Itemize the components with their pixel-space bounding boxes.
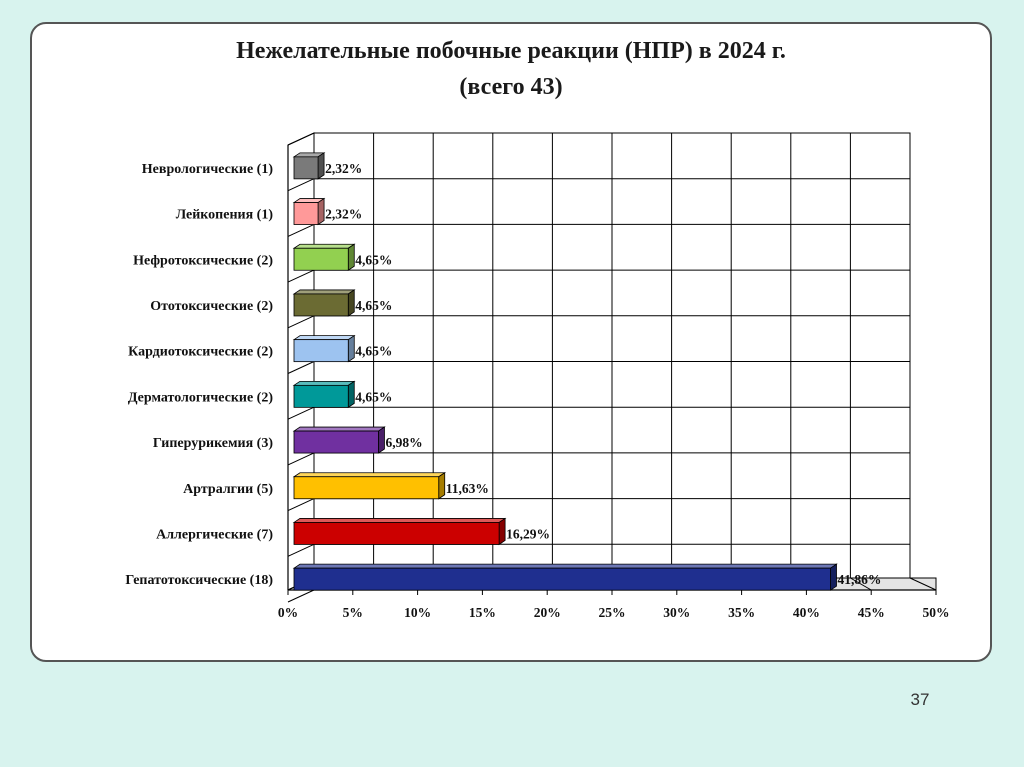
category-label: Артралгии (5): [183, 481, 273, 497]
bar-end-face: [831, 564, 837, 590]
data-label: 4,65%: [355, 389, 393, 405]
bar-top-face: [294, 473, 445, 477]
category-label: Нефротоксические (2): [133, 253, 273, 269]
bar-top-face: [294, 564, 837, 568]
x-tick-label: 15%: [468, 605, 496, 620]
bar: [294, 477, 439, 499]
x-tick-label: 45%: [857, 605, 885, 620]
category-label: Аллергические (7): [156, 527, 273, 543]
data-label: 2,32%: [325, 206, 363, 222]
data-label: 16,29%: [506, 526, 550, 542]
bar-end-face: [348, 290, 354, 316]
category-label: Неврологические (1): [141, 161, 273, 177]
x-tick-label: 10%: [404, 605, 432, 620]
x-tick-label: 0%: [277, 605, 299, 620]
bar-end-face: [439, 473, 445, 499]
chart-title-line1: Нежелательные побочные реакции (НПР) в 2024 г.: [236, 38, 786, 64]
data-label: 4,65%: [355, 297, 393, 313]
bar: [294, 294, 348, 316]
category-label: Гепатотоксические (18): [125, 573, 273, 589]
bar: [294, 522, 499, 544]
bar-end-face: [318, 199, 324, 225]
x-tick-label: 40%: [792, 605, 820, 620]
bar-end-face: [318, 153, 324, 179]
bar-end-face: [499, 518, 505, 544]
bar-top-face: [294, 427, 384, 431]
data-label: 2,32%: [325, 160, 363, 176]
bar: [294, 431, 378, 453]
bar: [294, 568, 831, 590]
data-label: 6,98%: [385, 435, 423, 451]
bar-top-face: [294, 518, 505, 522]
x-tick-label: 50%: [922, 605, 950, 620]
bar-top-face: [294, 290, 354, 294]
x-tick-label: 5%: [342, 605, 363, 620]
chart-title-line2: (всего 43): [459, 74, 563, 100]
bar-top-face: [294, 244, 354, 248]
data-label: 4,65%: [355, 252, 393, 268]
category-label: Кардиотоксические (2): [128, 344, 273, 360]
category-label: Дерматологические (2): [127, 390, 273, 406]
bar: [294, 385, 348, 407]
x-tick-label: 20%: [533, 605, 561, 620]
bar: [294, 157, 318, 179]
bar: [294, 248, 348, 270]
bar-end-face: [348, 244, 354, 270]
data-label: 4,65%: [355, 343, 393, 359]
category-label: Гиперурикемия (3): [152, 436, 273, 452]
bar: [294, 340, 348, 362]
bar-end-face: [348, 381, 354, 407]
bar-end-face: [378, 427, 384, 453]
data-label: 11,63%: [445, 480, 489, 496]
data-label: 41,86%: [837, 572, 882, 588]
x-tick-label: 35%: [728, 605, 756, 620]
side-gridline: [288, 590, 314, 602]
category-label: Лейкопения (1): [175, 207, 273, 223]
bar-top-face: [294, 381, 354, 385]
slide-number: 37: [910, 690, 930, 709]
bar-top-face: [294, 336, 354, 340]
category-label: Ототоксические (2): [150, 298, 273, 314]
x-tick-label: 25%: [598, 605, 626, 620]
bar: [294, 203, 318, 225]
bar-end-face: [348, 336, 354, 362]
x-tick-label: 30%: [663, 605, 691, 620]
